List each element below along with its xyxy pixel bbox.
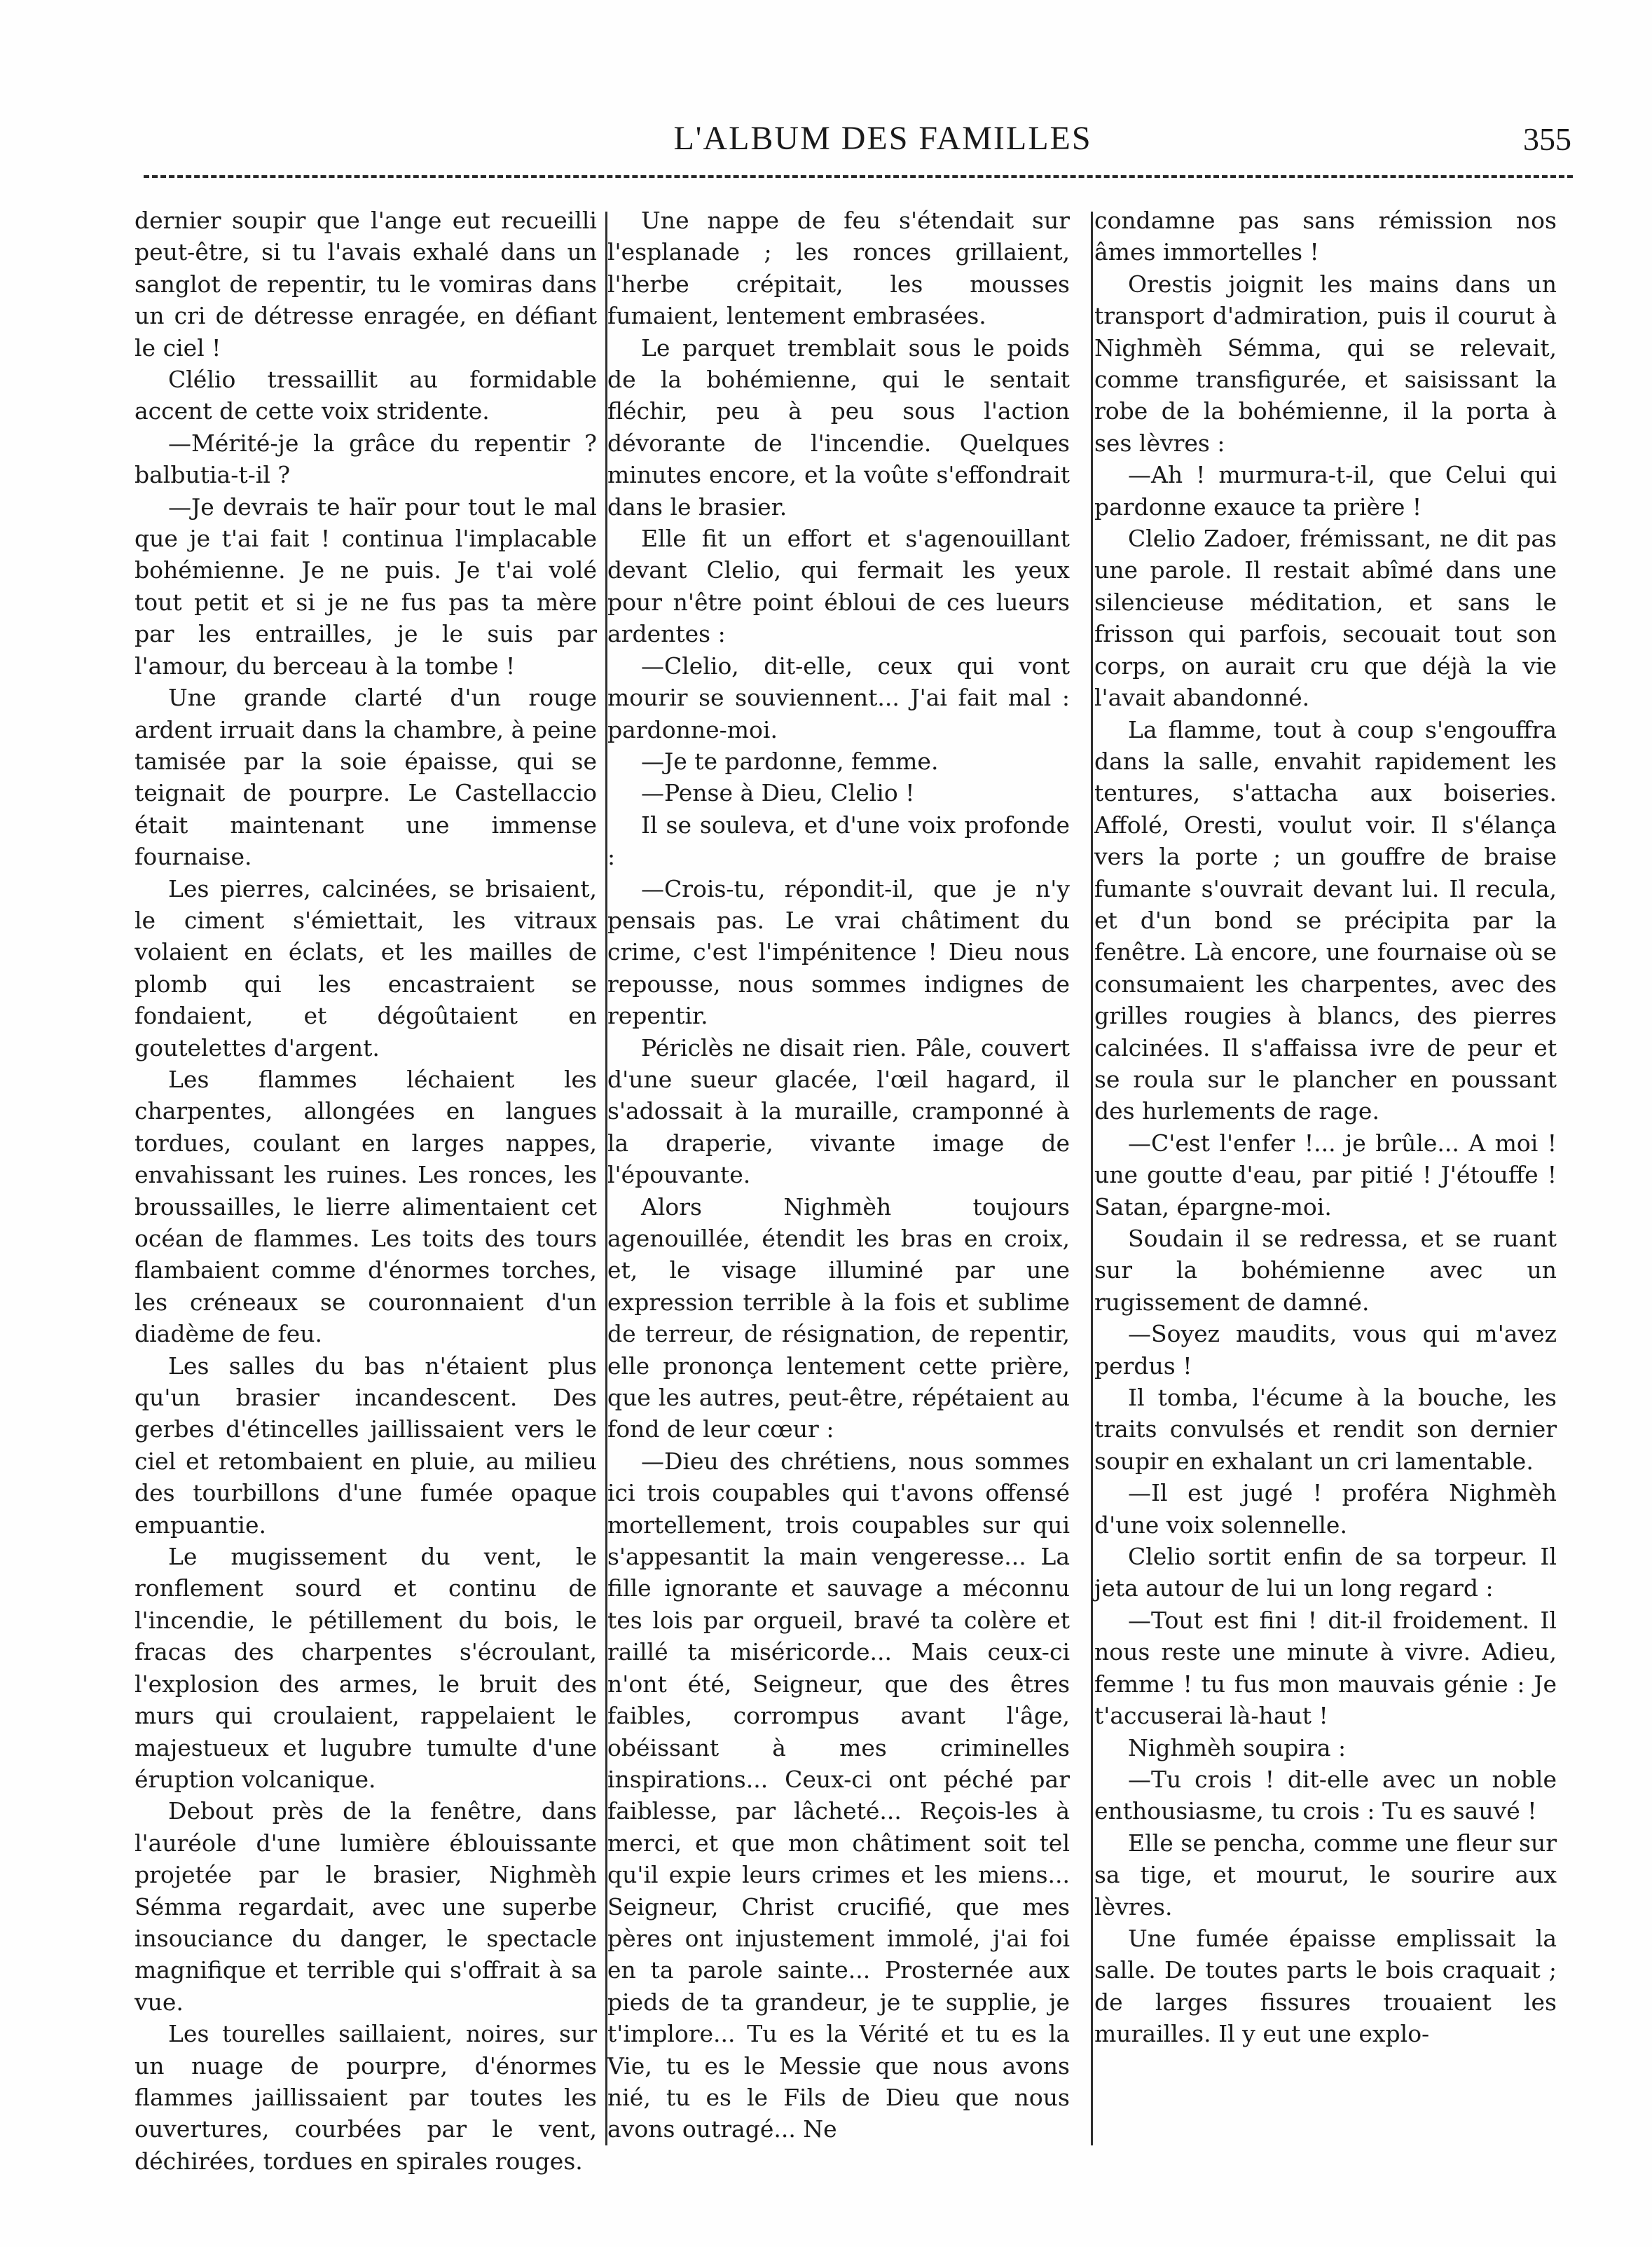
paragraph: Clélio tressaillit au formidable accent de cette voix stridente. (135, 366, 597, 425)
paragraph: Debout près de la fenêtre, dans l'auréole d'une lumière éblouissante projetée par le brasier, Nighmèh Sémma regardait, avec une superbe insouciance du danger, le spectacle magnifique et terrible qui s'offrait à sa vue. (135, 1797, 597, 2016)
paragraph: Les flammes léchaient les charpentes, allongées en langues tordues, coulant en larges nappes, envahissant les ruines. Les ronces, les broussailles, le lierre alimentaient cet océan de flammes. Les toits des tours flambaient comme d'énormes torches, les créneaux se couronnaient d'un diadème de feu. (135, 1065, 597, 1348)
paragraph: Une nappe de feu s'étendait sur l'esplanade ; les ronces grillaient, l'herbe crépitait, les mousses fumaient, lentement embrasées. (607, 207, 1070, 330)
paragraph: Les pierres, calcinées, se brisaient, le ciment s'émiettait, les vitraux volaient en éclats, et les mailles de plomb qui les encastraient se fondaient, et dégoûtaient en goutelettes d'argent. (135, 874, 597, 1061)
paragraph: Nighmèh soupira : (1128, 1733, 1347, 1761)
paragraph: —Pense à Dieu, Clelio ! (641, 779, 915, 807)
paragraph: Les tourelles saillaient, noires, sur un nuage de pourpre, d'énormes flammes jaillissaient par toutes les ouvertures, courbées par le vent, déchirées, tordues en spirales rouges. (135, 2020, 597, 2175)
paragraph: Les salles du bas n'étaient plus qu'un brasier incandescent. Des gerbes d'étincelles jaillissaient vers le ciel et retombaient en pluie, au milieu des tourbillons d'une fumée opaque empuantie. (135, 1352, 597, 1539)
column-2 (607, 205, 1070, 2145)
paragraph: Clelio sortit enfin de sa torpeur. Il jeta autour de lui un long regard : (1094, 1543, 1557, 1602)
paragraph: Alors Nighmèh toujours agenouillée, étendit les bras en croix, et, le visage illuminé par une expression terrible à la fois et sublime de terreur, de résignation, de repentir, elle prononça lentement cette prière, que les autres, peut-être, répétaient au fond de leur cœur : (607, 1193, 1070, 1443)
paragraph: Une grande clarté d'un rouge ardent irruait dans la chambre, à peine tamisée par la soie épaisse, qui se teignait de pourpre. Le Castellaccio était maintenant une immense fournaise. (135, 684, 597, 871)
column-1 (135, 205, 597, 2175)
paragraph: —Tu crois ! dit-elle avec un noble enthousiasme, tu crois : Tu es sauvé ! (1094, 1765, 1557, 1825)
running-title: L'ALBUM DES FAMILLES (673, 120, 1092, 157)
paragraph: —C'est l'enfer !... je brûle... A moi ! une goutte d'eau, par pitié ! J'étouffe ! Satan, épargne-moi. (1094, 1129, 1557, 1221)
paragraph: Le mugissement du vent, le ronflement sourd et continu de l'incendie, le pétillement du bois, le fracas des charpentes s'écroulant, l'explosion des armes, le bruit des murs qui croulaient, rappelaient le majestueux et lugubre tumulte d'une éruption volcanique. (135, 1543, 597, 1793)
column-3 (1094, 205, 1557, 2145)
paragraph: Soudain il se redressa, et se ruant sur la bohémienne avec un rugissement de damné. (1094, 1225, 1557, 1316)
column-rule (1091, 212, 1093, 2145)
paragraph: Le parquet tremblait sous le poids de la bohémienne, qui le sentait fléchir, peu à peu sous l'action dévorante de l'incendie. Quelques minutes encore, et la voûte s'effondrait dans le brasier. (607, 334, 1070, 521)
paragraph: Périclès ne disait rien. Pâle, couvert d'une sueur glacée, l'œil hagard, il s'adossait à la muraille, cramponné à la draperie, vivante image de l'épouvante. (607, 1033, 1070, 1189)
paragraph: —Crois-tu, répondit-il, que je n'y pensais pas. Le vrai châtiment du crime, c'est l'impénitence ! Dieu nous repousse, nous sommes indignes de repentir. (607, 874, 1070, 1030)
paragraph: Une fumée épaisse emplissait la salle. De toutes parts le bois craquait ; de larges fissures trouaient les murailles. Il y eut une explo- (1094, 1924, 1557, 2048)
paragraph: La flamme, tout à coup s'engouffra dans la salle, envahit rapidement les tentures, s'attacha aux boiseries. Affolé, Oresti, voulut voir. Il s'élança vers la porte ; un gouffre de braise fumante s'ouvrait devant lui. Il recula, et d'un bond se précipita par la fenêtre. Là encore, une fournaise où se consumaient les charpentes, avec des grilles rougies à blancs, des pierres calcinées. Il s'affaissa ivre de peur et se roula sur le plancher en poussant des hurlements de rage. (1094, 715, 1557, 1125)
paragraph: —Ah ! murmura-t-il, que Celui qui pardonne exauce ta prière ! (1094, 461, 1557, 521)
paragraph: —Tout est fini ! dit-il froidement. Il nous reste une minute à vivre. Adieu, femme ! tu fus mon mauvais génie : Je t'accuserai là-haut ! (1094, 1606, 1557, 1730)
page-number: 355 (1523, 121, 1571, 157)
paragraph: dernier soupir que l'ange eut recueilli peut-être, si tu l'avais exhalé dans un sanglot de repentir, tu le vomiras dans un cri de détresse enragée, en défiant le ciel ! (135, 207, 597, 362)
paragraph: condamne pas sans rémission nos âmes immortelles ! (1094, 207, 1557, 266)
paragraph: Il se souleva, et d'une voix profonde : (607, 811, 1070, 871)
paragraph: —Je te pardonne, femme. (641, 747, 939, 775)
paragraph: —Clelio, dit-elle, ceux qui vont mourir se souviennent... J'ai fait mal : pardonne-moi. (607, 652, 1070, 743)
paragraph: —Soyez maudits, vous qui m'avez perdus ! (1094, 1320, 1557, 1380)
paragraph: —Je devrais te haïr pour tout le mal que je t'ai fait ! continua l'implacable bohémienne. Je ne puis. Je t'ai volé tout petit et si je ne fus pas ta mère par les entrailles, je le suis par l'amour, du berceau à la tombe ! (135, 493, 597, 680)
paragraph: —Dieu des chrétiens, nous sommes ici trois coupables qui t'avons offensé mortellement, trois coupables sur qui s'appesantit la main vengeresse... La fille ignorante et sauvage a méconnu tes lois par orgueil, bravé ta colère et raillé ta miséricorde... Mais ceux-ci n'ont été, Seigneur, que des êtres faibles, corrompus avant l'âge, obéissant à mes criminelles inspirations... Ceux-ci ont péché par faiblesse, par lâcheté... Reçois-les à merci, et que mon châtiment soit tel qu'il expie leurs crimes et les miens... Seigneur, Christ crucifié, que mes pères ont injustement immolé, j'ai foi en ta parole sainte... Prosternée aux pieds de ta grandeur, je te supplie, je t'implore... Tu es la Vérité et tu es la Vie, tu es le Messie que nous avons nié, tu es le Fils de Dieu que nous avons outragé... Ne (607, 1447, 1070, 2143)
paragraph: Il tomba, l'écume à la bouche, les traits convulsés et rendit son dernier soupir en exhalant un cri lamentable. (1094, 1384, 1557, 1475)
paragraph: Elle se pencha, comme une fleur sur sa tige, et mourut, le sourire aux lèvres. (1094, 1829, 1557, 1920)
paragraph: —Mérité-je la grâce du repentir ? balbutia-t-il ? (135, 429, 597, 489)
text-columns (135, 205, 1575, 2175)
paragraph: —Il est jugé ! proféra Nighmèh d'une voix solennelle. (1094, 1479, 1557, 1539)
header-rule (144, 175, 1573, 178)
paragraph: Elle fit un effort et s'agenouillant devant Clelio, qui fermait les yeux pour n'être point ébloui de ces lueurs ardentes : (607, 525, 1070, 648)
paragraph: Clelio Zadoer, frémissant, ne dit pas une parole. Il restait abîmé dans une silencieuse méditation, et sans le frisson qui parfois, secouait tout son corps, on aurait cru que déjà la vie l'avait abandonné. (1094, 525, 1557, 712)
paragraph: Orestis joignit les mains dans un transport d'admiration, puis il courut à Nighmèh Sémma, qui se relevait, comme transfigurée, et saisissant la robe de la bohémienne, il la porta à ses lèvres : (1094, 270, 1557, 457)
